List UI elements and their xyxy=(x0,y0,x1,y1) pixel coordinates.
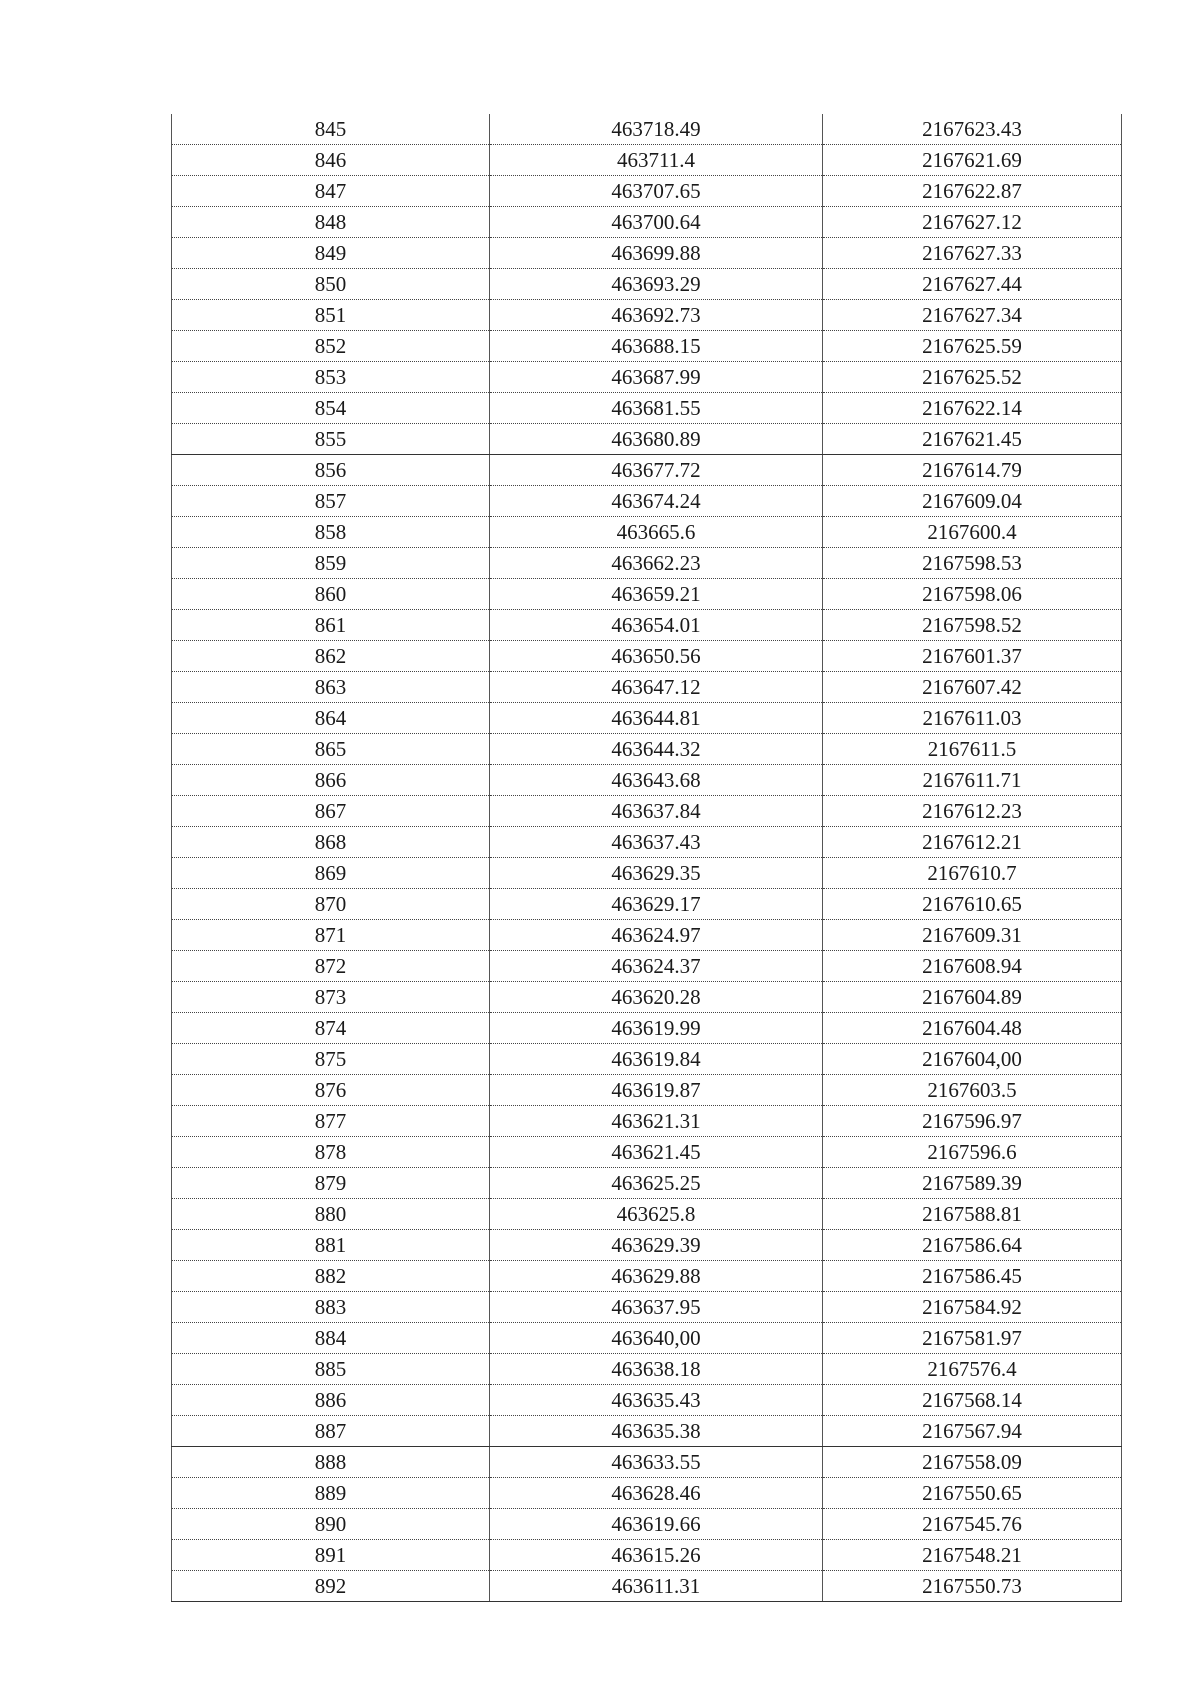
y-coordinate-cell: 2167604.48 xyxy=(823,1013,1122,1044)
x-coordinate-cell: 463640,00 xyxy=(490,1323,823,1354)
y-coordinate-cell: 2167586.64 xyxy=(823,1230,1122,1261)
y-coordinate-cell: 2167611.71 xyxy=(823,765,1122,796)
x-coordinate-cell: 463654.01 xyxy=(490,610,823,641)
point-number-cell: 870 xyxy=(172,889,490,920)
point-number-cell: 854 xyxy=(172,393,490,424)
point-number-cell: 878 xyxy=(172,1137,490,1168)
point-number-cell: 883 xyxy=(172,1292,490,1323)
y-coordinate-cell: 2167598.52 xyxy=(823,610,1122,641)
x-coordinate-cell: 463665.6 xyxy=(490,517,823,548)
point-number-cell: 872 xyxy=(172,951,490,982)
point-number-cell: 887 xyxy=(172,1416,490,1447)
table-row xyxy=(172,672,1122,703)
y-coordinate-cell: 2167589.39 xyxy=(823,1168,1122,1199)
x-coordinate-cell: 463662.23 xyxy=(490,548,823,579)
table-row xyxy=(172,796,1122,827)
table-row xyxy=(172,331,1122,362)
table-row xyxy=(172,176,1122,207)
point-number-cell: 881 xyxy=(172,1230,490,1261)
x-coordinate-cell: 463681.55 xyxy=(490,393,823,424)
point-number-cell: 858 xyxy=(172,517,490,548)
x-coordinate-cell: 463637.84 xyxy=(490,796,823,827)
table-row xyxy=(172,641,1122,672)
x-coordinate-cell: 463674.24 xyxy=(490,486,823,517)
y-coordinate-cell: 2167621.45 xyxy=(823,424,1122,455)
table-row xyxy=(172,424,1122,455)
point-number-cell: 847 xyxy=(172,176,490,207)
point-number-cell: 862 xyxy=(172,641,490,672)
x-coordinate-cell: 463629.39 xyxy=(490,1230,823,1261)
y-coordinate-cell: 2167548.21 xyxy=(823,1540,1122,1571)
table-row xyxy=(172,1447,1122,1478)
table-row xyxy=(172,114,1122,145)
point-number-cell: 861 xyxy=(172,610,490,641)
y-coordinate-cell: 2167612.21 xyxy=(823,827,1122,858)
table-row xyxy=(172,827,1122,858)
table-row xyxy=(172,1168,1122,1199)
y-coordinate-cell: 2167625.59 xyxy=(823,331,1122,362)
table-row xyxy=(172,1137,1122,1168)
y-coordinate-cell: 2167627.12 xyxy=(823,207,1122,238)
x-coordinate-cell: 463637.43 xyxy=(490,827,823,858)
y-coordinate-cell: 2167622.87 xyxy=(823,176,1122,207)
point-number-cell: 884 xyxy=(172,1323,490,1354)
point-number-cell: 869 xyxy=(172,858,490,889)
x-coordinate-cell: 463619.66 xyxy=(490,1509,823,1540)
y-coordinate-cell: 2167588.81 xyxy=(823,1199,1122,1230)
y-coordinate-cell: 2167627.44 xyxy=(823,269,1122,300)
point-number-cell: 890 xyxy=(172,1509,490,1540)
x-coordinate-cell: 463637.95 xyxy=(490,1292,823,1323)
table-row xyxy=(172,269,1122,300)
table-row xyxy=(172,207,1122,238)
y-coordinate-cell: 2167610.65 xyxy=(823,889,1122,920)
point-number-cell: 857 xyxy=(172,486,490,517)
point-number-cell: 874 xyxy=(172,1013,490,1044)
table-row xyxy=(172,362,1122,393)
table-row xyxy=(172,1230,1122,1261)
x-coordinate-cell: 463659.21 xyxy=(490,579,823,610)
x-coordinate-cell: 463633.55 xyxy=(490,1447,823,1478)
table-row xyxy=(172,1106,1122,1137)
x-coordinate-cell: 463644.32 xyxy=(490,734,823,765)
x-coordinate-cell: 463700.64 xyxy=(490,207,823,238)
x-coordinate-cell: 463711.4 xyxy=(490,145,823,176)
y-coordinate-cell: 2167568.14 xyxy=(823,1385,1122,1416)
y-coordinate-cell: 2167598.53 xyxy=(823,548,1122,579)
point-number-cell: 891 xyxy=(172,1540,490,1571)
y-coordinate-cell: 2167604.89 xyxy=(823,982,1122,1013)
y-coordinate-cell: 2167604,00 xyxy=(823,1044,1122,1075)
table-row xyxy=(172,1199,1122,1230)
y-coordinate-cell: 2167596.97 xyxy=(823,1106,1122,1137)
point-number-cell: 853 xyxy=(172,362,490,393)
point-number-cell: 848 xyxy=(172,207,490,238)
y-coordinate-cell: 2167558.09 xyxy=(823,1447,1122,1478)
x-coordinate-cell: 463615.26 xyxy=(490,1540,823,1571)
point-number-cell: 875 xyxy=(172,1044,490,1075)
point-number-cell: 846 xyxy=(172,145,490,176)
point-number-cell: 888 xyxy=(172,1447,490,1478)
point-number-cell: 876 xyxy=(172,1075,490,1106)
y-coordinate-cell: 2167609.31 xyxy=(823,920,1122,951)
point-number-cell: 879 xyxy=(172,1168,490,1199)
point-number-cell: 885 xyxy=(172,1354,490,1385)
x-coordinate-cell: 463707.65 xyxy=(490,176,823,207)
point-number-cell: 849 xyxy=(172,238,490,269)
table-row xyxy=(172,1571,1122,1602)
x-coordinate-cell: 463611.31 xyxy=(490,1571,823,1602)
point-number-cell: 882 xyxy=(172,1261,490,1292)
point-number-cell: 850 xyxy=(172,269,490,300)
point-number-cell: 867 xyxy=(172,796,490,827)
table-row xyxy=(172,920,1122,951)
x-coordinate-cell: 463629.35 xyxy=(490,858,823,889)
point-number-cell: 851 xyxy=(172,300,490,331)
point-number-cell: 856 xyxy=(172,455,490,486)
y-coordinate-cell: 2167584.92 xyxy=(823,1292,1122,1323)
y-coordinate-cell: 2167596.6 xyxy=(823,1137,1122,1168)
table-row xyxy=(172,1509,1122,1540)
point-number-cell: 892 xyxy=(172,1571,490,1602)
table-row xyxy=(172,1075,1122,1106)
x-coordinate-cell: 463699.88 xyxy=(490,238,823,269)
x-coordinate-cell: 463629.17 xyxy=(490,889,823,920)
y-coordinate-cell: 2167622.14 xyxy=(823,393,1122,424)
x-coordinate-cell: 463619.87 xyxy=(490,1075,823,1106)
table-row xyxy=(172,1478,1122,1509)
coordinates-table xyxy=(171,114,1122,1602)
coordinates-table-body xyxy=(172,114,1122,1602)
table-row xyxy=(172,1354,1122,1385)
y-coordinate-cell: 2167612.23 xyxy=(823,796,1122,827)
y-coordinate-cell: 2167550.73 xyxy=(823,1571,1122,1602)
x-coordinate-cell: 463647.12 xyxy=(490,672,823,703)
y-coordinate-cell: 2167608.94 xyxy=(823,951,1122,982)
x-coordinate-cell: 463643.68 xyxy=(490,765,823,796)
point-number-cell: 873 xyxy=(172,982,490,1013)
y-coordinate-cell: 2167598.06 xyxy=(823,579,1122,610)
x-coordinate-cell: 463621.45 xyxy=(490,1137,823,1168)
x-coordinate-cell: 463688.15 xyxy=(490,331,823,362)
point-number-cell: 868 xyxy=(172,827,490,858)
point-number-cell: 845 xyxy=(172,114,490,145)
point-number-cell: 855 xyxy=(172,424,490,455)
table-row xyxy=(172,486,1122,517)
x-coordinate-cell: 463621.31 xyxy=(490,1106,823,1137)
x-coordinate-cell: 463619.99 xyxy=(490,1013,823,1044)
table-row xyxy=(172,1261,1122,1292)
y-coordinate-cell: 2167614.79 xyxy=(823,455,1122,486)
table-row xyxy=(172,393,1122,424)
point-number-cell: 864 xyxy=(172,703,490,734)
table-row xyxy=(172,858,1122,889)
x-coordinate-cell: 463650.56 xyxy=(490,641,823,672)
table-row xyxy=(172,1385,1122,1416)
y-coordinate-cell: 2167567.94 xyxy=(823,1416,1122,1447)
y-coordinate-cell: 2167610.7 xyxy=(823,858,1122,889)
table-row xyxy=(172,889,1122,920)
x-coordinate-cell: 463620.28 xyxy=(490,982,823,1013)
x-coordinate-cell: 463625.25 xyxy=(490,1168,823,1199)
x-coordinate-cell: 463680.89 xyxy=(490,424,823,455)
y-coordinate-cell: 2167611.03 xyxy=(823,703,1122,734)
x-coordinate-cell: 463635.43 xyxy=(490,1385,823,1416)
point-number-cell: 859 xyxy=(172,548,490,579)
point-number-cell: 860 xyxy=(172,579,490,610)
y-coordinate-cell: 2167545.76 xyxy=(823,1509,1122,1540)
y-coordinate-cell: 2167627.33 xyxy=(823,238,1122,269)
point-number-cell: 852 xyxy=(172,331,490,362)
table-row xyxy=(172,1540,1122,1571)
table-row xyxy=(172,145,1122,176)
point-number-cell: 866 xyxy=(172,765,490,796)
y-coordinate-cell: 2167607.42 xyxy=(823,672,1122,703)
table-row xyxy=(172,951,1122,982)
y-coordinate-cell: 2167586.45 xyxy=(823,1261,1122,1292)
table-row xyxy=(172,1323,1122,1354)
x-coordinate-cell: 463693.29 xyxy=(490,269,823,300)
table-row xyxy=(172,982,1122,1013)
table-row xyxy=(172,579,1122,610)
x-coordinate-cell: 463628.46 xyxy=(490,1478,823,1509)
x-coordinate-cell: 463644.81 xyxy=(490,703,823,734)
point-number-cell: 865 xyxy=(172,734,490,765)
table-row xyxy=(172,734,1122,765)
table-row xyxy=(172,300,1122,331)
x-coordinate-cell: 463718.49 xyxy=(490,114,823,145)
y-coordinate-cell: 2167627.34 xyxy=(823,300,1122,331)
table-row xyxy=(172,1013,1122,1044)
y-coordinate-cell: 2167603.5 xyxy=(823,1075,1122,1106)
y-coordinate-cell: 2167623.43 xyxy=(823,114,1122,145)
table-row xyxy=(172,703,1122,734)
point-number-cell: 886 xyxy=(172,1385,490,1416)
point-number-cell: 871 xyxy=(172,920,490,951)
table-row xyxy=(172,1044,1122,1075)
table-row xyxy=(172,765,1122,796)
y-coordinate-cell: 2167611.5 xyxy=(823,734,1122,765)
table-row xyxy=(172,455,1122,486)
y-coordinate-cell: 2167581.97 xyxy=(823,1323,1122,1354)
table-row xyxy=(172,238,1122,269)
point-number-cell: 863 xyxy=(172,672,490,703)
x-coordinate-cell: 463677.72 xyxy=(490,455,823,486)
table-row xyxy=(172,548,1122,579)
x-coordinate-cell: 463619.84 xyxy=(490,1044,823,1075)
point-number-cell: 877 xyxy=(172,1106,490,1137)
x-coordinate-cell: 463625.8 xyxy=(490,1199,823,1230)
x-coordinate-cell: 463624.37 xyxy=(490,951,823,982)
y-coordinate-cell: 2167621.69 xyxy=(823,145,1122,176)
table-row xyxy=(172,1416,1122,1447)
point-number-cell: 889 xyxy=(172,1478,490,1509)
x-coordinate-cell: 463687.99 xyxy=(490,362,823,393)
table-row xyxy=(172,610,1122,641)
table-row xyxy=(172,1292,1122,1323)
y-coordinate-cell: 2167601.37 xyxy=(823,641,1122,672)
x-coordinate-cell: 463692.73 xyxy=(490,300,823,331)
point-number-cell: 880 xyxy=(172,1199,490,1230)
y-coordinate-cell: 2167550.65 xyxy=(823,1478,1122,1509)
x-coordinate-cell: 463624.97 xyxy=(490,920,823,951)
x-coordinate-cell: 463635.38 xyxy=(490,1416,823,1447)
x-coordinate-cell: 463638.18 xyxy=(490,1354,823,1385)
y-coordinate-cell: 2167609.04 xyxy=(823,486,1122,517)
y-coordinate-cell: 2167600.4 xyxy=(823,517,1122,548)
x-coordinate-cell: 463629.88 xyxy=(490,1261,823,1292)
y-coordinate-cell: 2167576.4 xyxy=(823,1354,1122,1385)
table-row xyxy=(172,517,1122,548)
y-coordinate-cell: 2167625.52 xyxy=(823,362,1122,393)
